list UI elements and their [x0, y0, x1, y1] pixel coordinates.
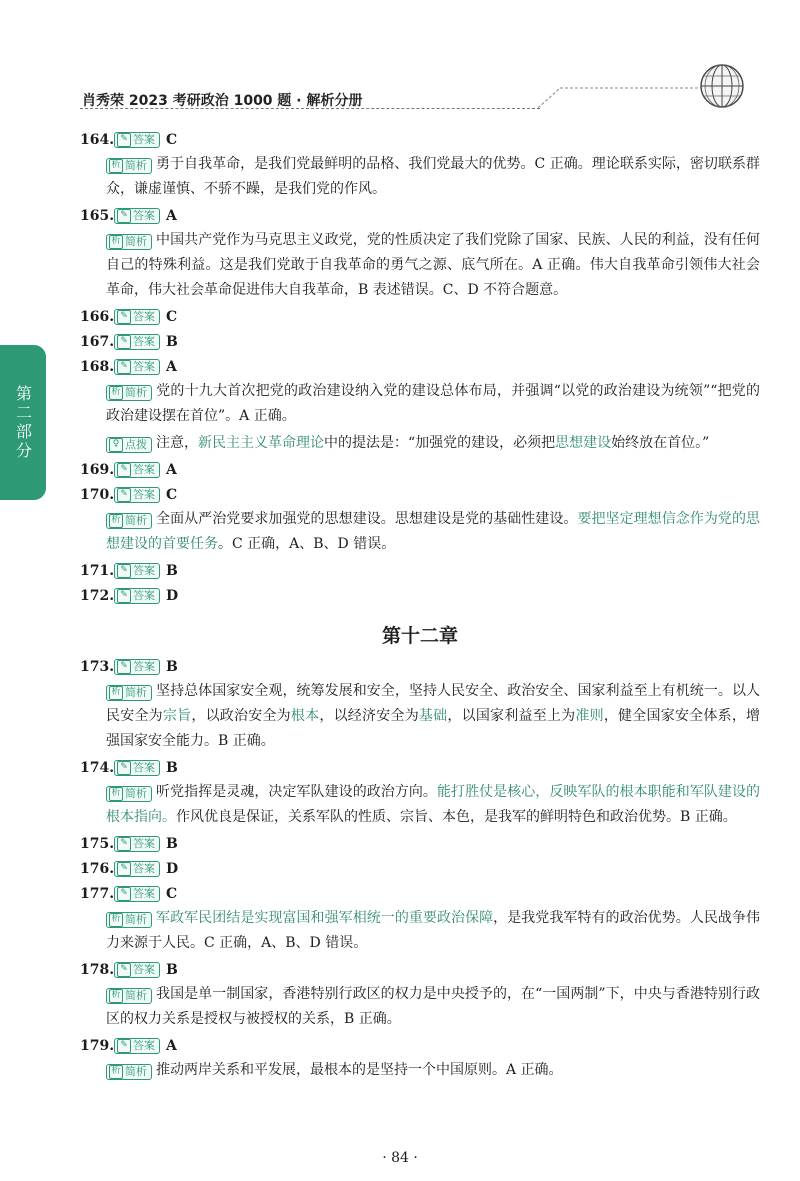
answer-icon: ✎	[117, 335, 131, 349]
brief-analysis	[106, 679, 760, 754]
answer-icon: ✎	[117, 660, 131, 674]
highlight-text: 要把坚定理想信念作为党的思想建设的首要任务	[106, 511, 761, 552]
answer-value: B	[166, 836, 178, 852]
text-segment: 勇于自我革命，是我们党最鲜明的品格、我们党最大的优势。C 正确。理论联系实际，密切联系群众，谦虚谨慎、不骄不躁，是我们党的作风。	[106, 156, 760, 197]
tip-icon: ♀	[109, 438, 123, 452]
question-number: 179.	[80, 1038, 115, 1054]
brief-analysis	[106, 1058, 760, 1083]
brief-icon: 析	[109, 686, 123, 700]
answer-value: B	[166, 962, 178, 978]
brief-icon: 析	[109, 386, 123, 400]
globe-icon	[698, 62, 746, 110]
text-segment: 中的提法是：“加强党的建设，必须把	[324, 435, 556, 451]
answer-label: 答案	[133, 335, 155, 348]
answer-value: A	[166, 1038, 177, 1054]
answer-label: 答案	[133, 887, 155, 900]
answer-icon: ✎	[117, 887, 131, 901]
answer-label: 答案	[133, 589, 155, 602]
answer-label: 答案	[133, 360, 155, 373]
answer-content	[80, 126, 760, 1085]
brief-badge	[106, 234, 152, 250]
brief-label: 简析	[125, 159, 147, 172]
highlight-text: 军政军民团结是实现富国和强军相统一的重要政治保障	[156, 910, 494, 926]
question-row	[80, 356, 760, 378]
answer-label: 答案	[133, 133, 155, 146]
question-number: 171.	[80, 563, 115, 579]
answer-value: C	[166, 309, 178, 325]
question-number: 173.	[80, 659, 115, 675]
brief-badge	[106, 988, 152, 1004]
answer-value: C	[166, 886, 178, 902]
brief-icon: 析	[109, 159, 123, 173]
question-number: 168.	[80, 359, 115, 375]
answer-badge	[114, 462, 160, 478]
answer-badge	[114, 309, 160, 325]
question-row	[80, 484, 760, 506]
text-segment: ，以经济安全为	[319, 708, 419, 724]
highlight-text: 能打胜仗是核心，反映军队的根本职能和军队建设的根本指向。	[106, 784, 761, 825]
brief-label: 简析	[125, 386, 147, 399]
highlight-text: 根本	[290, 708, 320, 724]
question-number: 164.	[80, 132, 115, 148]
brief-label: 简析	[125, 913, 147, 926]
text-segment: ，是我党我军特有的政治优势。人民战争伟力来源于人民。C 正确，A、B、D 错误。	[106, 910, 761, 951]
answer-badge	[114, 836, 160, 852]
brief-icon: 析	[109, 514, 123, 528]
question-row	[80, 129, 760, 151]
question-number: 176.	[80, 861, 115, 877]
answer-icon: ✎	[117, 963, 131, 977]
answer-badge	[114, 208, 160, 224]
tip-badge	[106, 437, 152, 453]
brief-analysis	[106, 228, 760, 303]
question-row	[80, 656, 760, 678]
brief-label: 简析	[125, 989, 147, 1002]
brief-badge	[106, 685, 152, 701]
brief-label: 简析	[125, 514, 147, 527]
answer-icon: ✎	[117, 862, 131, 876]
answer-badge	[114, 760, 160, 776]
text-segment: ，以政治安全为	[191, 708, 291, 724]
answer-value: B	[166, 659, 178, 675]
highlight-text: 宗旨	[162, 708, 192, 724]
answer-label: 答案	[133, 862, 155, 875]
answer-value: A	[166, 359, 177, 375]
answer-badge	[114, 563, 160, 579]
brief-label: 简析	[125, 235, 147, 248]
section-side-tab: 第二部分	[0, 345, 46, 500]
answer-group-1	[80, 129, 760, 607]
answer-badge	[114, 962, 160, 978]
text-segment: 我国是单一制国家，香港特别行政区的权力是中央授予的，在“一国两制”下，中央与香港特别行政区的权力关系是授权与被授权的关系，B 正确。	[106, 986, 760, 1027]
question-number: 175.	[80, 836, 115, 852]
text-segment: 听党指挥是灵魂，决定军队建设的政治方向。	[156, 784, 437, 800]
brief-badge	[106, 1064, 152, 1080]
tip-note	[106, 431, 760, 456]
answer-badge	[114, 1038, 160, 1054]
question-number: 172.	[80, 588, 115, 604]
question-row	[80, 331, 760, 353]
brief-label: 简析	[125, 1065, 147, 1078]
answer-icon: ✎	[117, 761, 131, 775]
header-decorative-line	[538, 86, 708, 110]
text-segment: 党的十九大首次把党的政治建设纳入党的建设总体布局，并强调“以党的政治建设为统领”“把党的政治建设摆在首位”。A 正确。	[106, 383, 760, 424]
question-row	[80, 585, 760, 607]
question-number: 170.	[80, 487, 115, 503]
answer-value: D	[166, 588, 179, 604]
brief-analysis	[106, 906, 760, 956]
question-number: 178.	[80, 962, 115, 978]
answer-value: A	[166, 208, 177, 224]
answer-value: B	[166, 563, 178, 579]
answer-icon: ✎	[117, 488, 131, 502]
answer-badge	[114, 334, 160, 350]
question-number: 174.	[80, 760, 115, 776]
brief-icon: 析	[109, 1065, 123, 1079]
question-row	[80, 306, 760, 328]
answer-icon: ✎	[117, 837, 131, 851]
highlight-text: 准则	[575, 708, 604, 724]
answer-badge	[114, 359, 160, 375]
brief-icon: 析	[109, 235, 123, 249]
highlight-text: 思想建设	[555, 435, 612, 451]
answer-label: 答案	[133, 660, 155, 673]
answer-icon: ✎	[117, 360, 131, 374]
answer-value: C	[166, 487, 178, 503]
header-title: 肖秀荣 2023 考研政治 1000 题 · 解析分册	[82, 93, 363, 109]
answer-icon: ✎	[117, 209, 131, 223]
text-segment: 推动两岸关系和平发展，最根本的是坚持一个中国原则。A 正确。	[156, 1062, 563, 1078]
answer-badge	[114, 132, 160, 148]
tip-label: 点拨	[125, 438, 147, 451]
question-row	[80, 560, 760, 582]
question-row	[80, 959, 760, 981]
answer-badge	[114, 487, 160, 503]
brief-badge	[106, 385, 152, 401]
brief-analysis	[106, 152, 760, 202]
answer-label: 答案	[133, 1039, 155, 1052]
brief-icon: 析	[109, 989, 123, 1003]
brief-badge	[106, 786, 152, 802]
brief-badge	[106, 513, 152, 529]
answer-value: A	[166, 462, 177, 478]
highlight-text: 基础	[418, 708, 448, 724]
answer-label: 答案	[133, 963, 155, 976]
question-row	[80, 883, 760, 905]
brief-label: 简析	[125, 787, 147, 800]
page-number: · 84 ·	[382, 1150, 418, 1166]
text-segment: ，健全国家安全体系，增强国家安全能力。B 正确。	[106, 708, 761, 749]
answer-label: 答案	[133, 209, 155, 222]
answer-badge	[114, 588, 160, 604]
question-number: 166.	[80, 309, 115, 325]
answer-icon: ✎	[117, 1039, 131, 1053]
answer-badge	[114, 861, 160, 877]
answer-label: 答案	[133, 310, 155, 323]
brief-analysis	[106, 780, 760, 830]
question-row	[80, 757, 760, 779]
brief-analysis	[106, 982, 760, 1032]
brief-analysis	[106, 507, 760, 557]
text-segment: 。C 正确，A、B、D 错误。	[218, 536, 396, 552]
brief-label: 简析	[125, 686, 147, 699]
text-segment: 坚持总体国家安全观，统筹发展和安全，坚持人民安全、政治安全、国家利益至上有机统一。以人民安全为	[106, 683, 760, 724]
answer-badge	[114, 886, 160, 902]
highlight-text: 新民主主义革命理论	[198, 435, 324, 451]
answer-value: C	[166, 132, 178, 148]
answer-icon: ✎	[117, 310, 131, 324]
text-segment: 作风优良是保证，关系军队的性质、宗旨、本色，是我军的鲜明特色和政治优势。B 正确。	[176, 809, 737, 825]
text-segment: 中国共产党作为马克思主义政党，党的性质决定了我们党除了国家、民族、人民的利益，没有任何自己的特殊利益。这是我们党敢于自我革命的勇气之源、底气所在。A 正确。伟大自我革命引领伟大社会革命，伟大社会革命促进伟大自我革命，B 表述错误。C、D 不符合题意。	[106, 232, 760, 298]
answer-label: 答案	[133, 761, 155, 774]
answer-icon: ✎	[117, 133, 131, 147]
answer-value: B	[166, 760, 178, 776]
header-divider	[80, 108, 540, 109]
brief-analysis	[106, 379, 760, 429]
brief-icon: 析	[109, 913, 123, 927]
answer-label: 答案	[133, 564, 155, 577]
answer-value: D	[166, 861, 179, 877]
chapter-title: 第十二章	[381, 625, 458, 647]
answer-icon: ✎	[117, 589, 131, 603]
question-row	[80, 1035, 760, 1057]
question-number: 177.	[80, 886, 115, 902]
text-segment: 注意，	[156, 435, 198, 451]
answer-group-2	[80, 656, 760, 1083]
brief-badge	[106, 158, 152, 174]
brief-icon: 析	[109, 787, 123, 801]
answer-label: 答案	[133, 463, 155, 476]
text-segment: 始终放在首位。”	[611, 435, 710, 451]
text-segment: ，以国家利益至上为	[447, 708, 576, 724]
answer-label: 答案	[133, 488, 155, 501]
question-row	[80, 205, 760, 227]
answer-value: B	[166, 334, 178, 350]
answer-icon: ✎	[117, 463, 131, 477]
question-row	[80, 833, 760, 855]
brief-badge	[106, 912, 152, 928]
answer-badge	[114, 659, 160, 675]
question-number: 169.	[80, 462, 115, 478]
answer-label: 答案	[133, 837, 155, 850]
question-row	[80, 858, 760, 880]
question-number: 167.	[80, 334, 115, 350]
answer-icon: ✎	[117, 564, 131, 578]
question-number: 165.	[80, 208, 115, 224]
question-row	[80, 459, 760, 481]
text-segment: 全面从严治党要求加强党的思想建设。思想建设是党的基础性建设。	[156, 511, 578, 527]
